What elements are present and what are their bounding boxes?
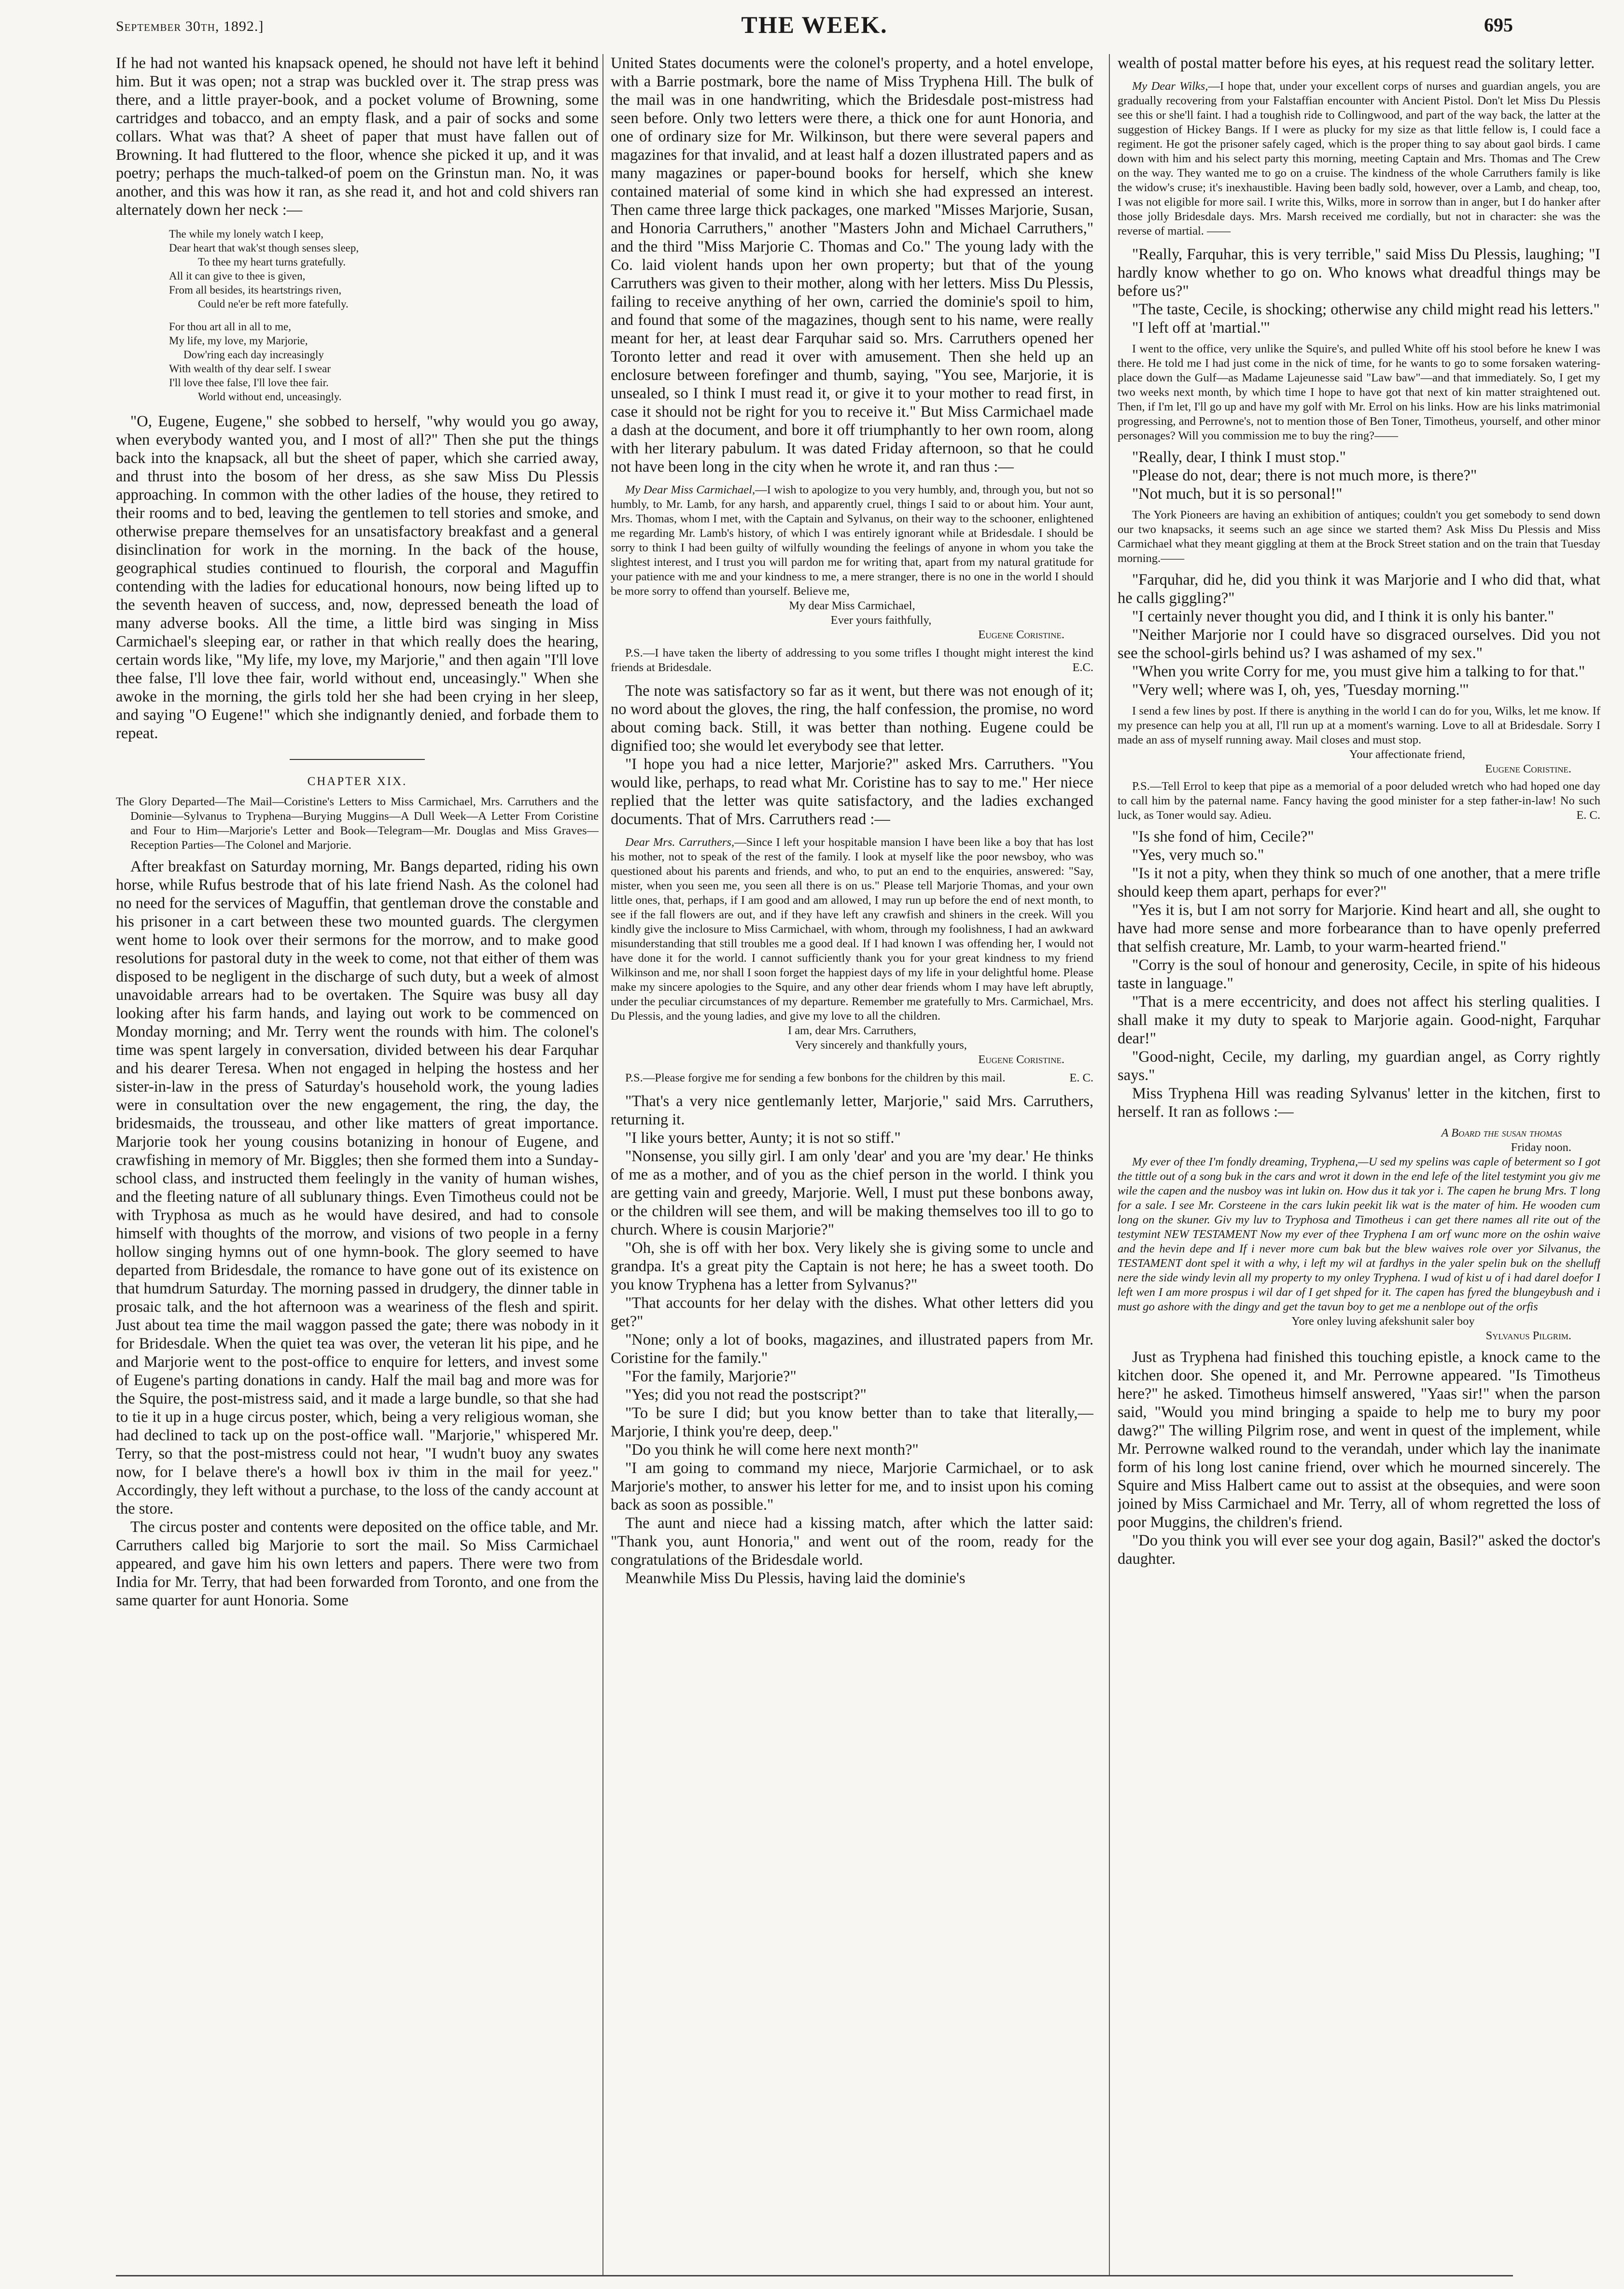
poem-stanza — [169, 320, 599, 404]
poem-line: Dow'ring each day increasingly — [183, 349, 324, 361]
bottom-rule — [116, 2275, 1513, 2276]
paragraph: "That accounts for her delay with the dishes. What other letters did you get?" — [611, 1294, 1093, 1330]
paragraph: "Not much, but it is so personal!" — [1132, 485, 1343, 503]
poem-line: My life, my love, my Marjorie, — [169, 335, 308, 347]
letter-salutation: My Dear Wilks, — [1132, 80, 1208, 93]
letter-signature: Sylvanus Pilgrim. — [1485, 1329, 1571, 1342]
paragraph: The aunt and niece had a kissing match, after which the latter said: "Thank you, aunt Honoria," and went out of the room, ready for the congratulations of the Bridesdale world. — [611, 1515, 1093, 1569]
paragraph: After breakfast on Saturday morning, Mr. Bangs departed, riding his own horse, while Rufus bestrode that of his late friend Nash. As the colonel had no need for the services of Maguffin, that gentleman drove the constable and his prisoner in a cart between these two mounted guards. The clergymen went home to look over their sermons for the morrow, and to make good resolutions for pastoral duty in the week to come, not that either of them was disposed to be negligent in the discharge of such duty, but a week of almost unavoidable arrears had to be overtaken. The Squire was busy all day looking after his farm hands, and laying out work to be commenced on Monday morning; and Mr. Terry went the rounds with him. The colonel's time was spent largely in conversation, divided between his dear Farquhar and his dearer Teresa. When not engaged in helping the hostess and her sister-in-law in the press of Saturday's household work, the young ladies were in consultation over the new engagement, the ring, the day, the bridesmaids, the trousseau, and other like matters of great importance. Marjorie took her young cousins botanizing in honour of Eugene, and crawfishing in memory of Mr. Biggles; then she formed them into a Sunday-school class, and instructed them feelingly in the vanity of human wishes, and the fleeting nature of all sublunary things. Even Timotheus could not be with Tryphosa as much as he would have desired, and had to console himself with thoughts of the morrow, and visions of two people in a ferny hollow singing hymns out of one hymn-book. The glory seemed to have departed from Bridesdale, the romance to have gone out of its existence on that humdrum Saturday. The morning passed in drudgery, the dinner table in prosaic talk, and the hot afternoon was a weariness of the flesh and spirit. Just about tea time the mail waggon passed the gate; there was nobody in it for Bridesdale. When the quiet tea was over, the veteran lit his pipe, and he and Marjorie went to the post-office to enquire for letters, and invest some of Eugene's parting donations in candy. Half the mail bag and more was for the Squire, the post-mistress said, and it made a large bundle, so that she had to tie it up in a huge circus poster, which, being a very religious woman, she had declined to tack up on the post-office wall. "Marjorie," whispered Mr. Terry, so that the post-mistress could not hear, "I wudn't buoy any swates now, for I belave there's a howll box iv thim in the mail for yeez." Accordingly, they left without a purchase, to the loss of the candy account at the store. — [116, 858, 599, 1517]
letter-place — [1118, 1126, 1600, 1140]
letter-to-mrs-carruthers — [611, 835, 1093, 1085]
poem-line: I'll love thee false, I'll love thee fair. — [169, 377, 329, 389]
postscript-initials: E. C. — [1069, 1071, 1093, 1084]
paragraph: "That is a mere eccentricity, and does not affect his sterling qualities. I shall make it my duty to speak to Marjorie again. Good-night, Farquhar dear!" — [1118, 993, 1600, 1047]
letter-continuation — [1118, 508, 1600, 566]
letter-signature: Eugene Coristine. — [1485, 762, 1571, 775]
issue-date: September 30th, 1892.] — [116, 18, 264, 34]
masthead-title: THE WEEK. — [741, 11, 888, 38]
paragraph: "Oh, she is off with her box. Very likely she is giving some to uncle and grandpa. It's a great pity the Captain is not here; he has a sweet tooth. Do you know Tryphena has a letter from Sylvanus?" — [611, 1239, 1093, 1293]
paragraph: "Do you think you will ever see your dog again, Basil?" asked the doctor's daughter. — [1118, 1532, 1600, 1568]
paragraph: If he had not wanted his knapsack opened, he should not have left it behind him. But it was open; not a strap was buckled over it. The strap press was there, and a little prayer-book, and a pocket volume of Browning, some cartridges and tobacco, and an empty flask, and a pair of socks and some collars. What was that? A sheet of paper that must have fallen out of Browning. It had fluttered to the floor, whence she picked it up, and it was poetry; perhaps the much-talked-of poem on the Grinstun man. No, it was another, and this was how it ran, as she read it, and hot and cold shivers ran alternately down her neck :— — [116, 55, 599, 219]
poem-line: All it can give to thee is given, — [169, 270, 306, 282]
letter-body — [1118, 79, 1600, 239]
letter-body — [611, 835, 1093, 1024]
paragraph: "Farquhar, did he, did you think it was Marjorie and I who did that, what he calls giggling?" — [1118, 571, 1600, 607]
paragraph: "I certainly never thought you did, and I think it is only his banter." — [1132, 608, 1554, 625]
letter-text: The York Pioneers are having an exhibition of antiques; couldn't you get somebody to send down our two knapsacks, it seems such an age since we started them? Ask Miss Du Plessis and Miss Carmichael what they meant giggling at them at the Brock Street station and on the train that Tuesday morning.—— — [1118, 508, 1600, 565]
paragraph: "Really, dear, I think I must stop." — [1132, 449, 1346, 466]
poem-stanza — [169, 227, 599, 311]
paragraph: "Is she fond of him, Cecile?" — [1132, 828, 1314, 845]
paragraph: The circus poster and contents were deposited on the office table, and Mr. Carruthers called big Marjorie to sort the mail. So Miss Carmichael appeared, and gave him his own letters and papers. There were two from India for Mr. Terry, that had been forwarded from Toronto, and one from the same quarter for aunt Honoria. Some — [116, 1518, 599, 1609]
letter-text: —Since I left your hospitable mansion I have been like a boy that has lost his mother, not to speak of the rest of the family. I look at myself like the poor newsboy, who was questioned about his parents and friends, and who, to put an end to the enquiries, answered: "Say, mister, when you seen me, you seen all there is on us." Please tell Marjorie Thomas, and your own little ones, that, perhaps, if I am good and am allowed, I may run up before the end of next month, to see if the fall flowers are out, and if they have left any crawfish and shiners in the creek. Will you kindly give the inclosure to Miss Carmichael, with whom, through my foolishness, I had an awkward misunderstanding that still troubles me a good deal. If I had known I was offending her, I would not have done it for the world. I cannot sufficiently thank you for your great kindness to my friend Wilkinson and me, nor shall I soon forget the happiest days of my life in your delightful home. Please make my sincere apologies to the Squire, and any other dear friends whom I may have left abruptly, under the peculiar circumstances of my departure. Remember me gratefully to Mrs. Carmichael, Mrs. Du Plessis, and the young ladies, and give my love to all the children. — [611, 836, 1093, 1023]
paragraph: "None; only a lot of books, magazines, and illustrated papers from Mr. Coristine for the family." — [611, 1331, 1093, 1367]
letter-to-wilks — [1118, 79, 1600, 239]
paragraph: Just as Tryphena had finished this touching epistle, a knock came to the kitchen door. She opened it, and Mr. Perrowne appeared. "Is Timotheus here?" he asked. Timotheus himself answered, "Yaas sir!" when the parson said, "Would you mind bringing a spaide to help me to bury my poor dawg?" The willing Pilgrim rose, and went in quest of the implement, while Mr. Perrowne walked round to the verandah, under which lay the inanimate form of his long lost canine friend, over which he mourned sincerely. The Squire and Miss Halbert came out to assist at the obsequies, and were soon joined by Miss Carmichael and Mr. Terry, all of whom regretted the loss of poor Muggins, the children's friend. — [1118, 1348, 1600, 1531]
letter-time: Friday noon. — [1511, 1141, 1571, 1154]
paragraph: "I hope you had a nice letter, Marjorie?" asked Mrs. Carruthers. "You would like, perhaps, to read what Mr. Coristine has to say to me." Her niece replied that the letter was quite satisfactory, and the ladies exchanged documents. That of Mrs. Carruthers read :— — [611, 756, 1093, 828]
column-divider — [602, 54, 603, 2275]
paragraph: "Good-night, Cecile, my darling, my guardian angel, as Corry rightly says." — [1118, 1048, 1600, 1084]
poem-line: To thee my heart turns gratefully. — [198, 256, 346, 268]
paragraph: "I like yours better, Aunty; it is not so stiff." — [625, 1129, 901, 1147]
letter-to-miss-carmichael — [611, 483, 1093, 675]
column-3 — [1118, 54, 1600, 2270]
letter-place-text: A Board the susan thomas — [1441, 1126, 1562, 1139]
poem-line: World without end, unceasingly. — [198, 391, 342, 403]
poem-line: The while my lonely watch I keep, — [169, 228, 323, 240]
paragraph: "Neither Marjorie nor I could have so disgraced ourselves. Did you not see the school-girls behind us? I was ashamed of my sex." — [1118, 626, 1600, 662]
paragraph: Miss Tryphena Hill was reading Sylvanus' letter in the kitchen, first to herself. It ran as follows :— — [1118, 1085, 1600, 1121]
letter-text: —I hope that, under your excellent corps of nurses and guardian angels, you are gradually recovering from your Falstaffian encounter with Ancient Pistol. Don't let Miss Du Plessis see this or she'll faint. I had a toughish ride to Collingwood, and part of the way back, the latter at the suggestion of Hickey Bangs. If I were as plucky for my size as that little fellow is, I could face a regiment. He got the prisoner safely caged, which is the proper thing to say about gaol birds. I came down with him and his select party this morning, meeting Captain and Mrs. Thomas and The Crew on the way. They wanted me to go on a cruise. The kindness of the whole Carruthers family is like the widow's cruse; it's inexhaustible. Having been badly sold, however, over a Lamb, and cheap, too, I was not eligible for more sail. I write this, Wilks, more in sorrow than in anger, but I do hanker after those jolly Bridesdale days. Mrs. Marsh received me cordially, but not in character: she was the reverse of martial. —— — [1118, 80, 1600, 238]
paragraph: "Yes; did you not read the postscript?" — [625, 1386, 867, 1404]
letter-closing: Your affectionate friend, — [1349, 748, 1465, 761]
paragraph: "Nonsense, you silly girl. I am only 'dear' and you are 'my dear.' He thinks of me as a mother, and of you as the chief person in the world. I think you are getting vain and greedy, Marjorie. Well, I must put these bonbons away, or the children will see them, and will be making themselves too ill to go to church. Where is cousin Marjorie?" — [611, 1148, 1093, 1238]
paragraph: "Please do not, dear; there is not much more, is there?" — [1132, 467, 1477, 484]
letter-postscript — [611, 646, 1093, 675]
chapter-synopsis: The Glory Departed—The Mail—Coristine's Letters to Miss Carmichael, Mrs. Carruthers and the Dominie—Sylvanus to Tryphena—Burying Muggins—A Dull Week—A Letter From Coristine and Four to Him—Marjorie's Letter and Book—Telegram—Mr. Douglas and Miss Graves—Reception Parties—The Colonel and Marjorie. — [116, 795, 599, 852]
poem-line: With wealth of thy dear self. I swear — [169, 363, 331, 375]
paragraph: wealth of postal matter before his eyes, at his request read the solitary letter. — [1118, 55, 1595, 72]
postscript-text: P.S.—Please forgive me for sending a few bonbons for the children by this mail. — [625, 1071, 1006, 1084]
letter-continuation — [1118, 704, 1600, 823]
letter-postscript — [611, 1071, 1093, 1085]
letter-salutation: Dear Mrs. Carruthers, — [625, 836, 735, 849]
paragraph: United States documents were the colonel's property, and a hotel envelope, with a Barrie postmark, bore the name of Miss Tryphena Hill. The bulk of the mail was in one handwriting, which the Bridesdale post-mistress had seen before. Only two letters were there, a thick one for aunt Honoria, and one of ordinary size for Mr. Wilkinson, but there were several papers and magazines for that invalid, and at least half a dozen illustrated papers and as many magazines or paper-bound books for herself, which she knew contained material of some kind in which she had expressed an interest. Then came three large thick packages, one marked "Misses Marjorie, Susan, and Honoria Carruthers," another "Masters John and Michael Carruthers," and the third "Miss Marjorie C. Thomas and Co." The young lady with the Co. laid violent hands upon her own property; but that of the young Carruthers was given to their mother, along with her letters. Miss Du Plessis, failing to receive anything of her own, carried the dominie's spoil to him, and found that some of the magazines, though sent to his name, were really meant for her, at least dear Farquhar said so. Mrs. Carruthers opened her Toronto letter and read it over with amusement. Then she held up an enclosure between forefinger and thumb, saying, "You see, Marjorie, it is unsealed, so I think I must read it, or give it to your mother to read first, in case it should not be right for you to receive it." But Miss Carmichael made a dash at the document, and bore it off triumphantly to her own room, along with her literary pabulum. It was dated Friday afternoon, so that he could not have been long in the city when he wrote it, and ran thus :— — [611, 55, 1093, 476]
paragraph: "Is it not a pity, when they think so much of one another, that a mere trifle should keep them apart, perhaps for ever?" — [1118, 865, 1600, 900]
poem-line: Dear heart that wak'st though senses sleep, — [169, 242, 359, 254]
letter-closing: Yore onley luving afekshunit saler boy — [1291, 1315, 1475, 1328]
paragraph: "The taste, Cecile, is shocking; otherwise any child might read his letters." — [1132, 301, 1600, 318]
paragraph: "Really, Farquhar, this is very terrible," said Miss Du Plessis, laughing; "I hardly know whether to go on. Who knows what dreadful things may be before us?" — [1118, 246, 1600, 300]
letter-closing: Ever yours faithfully, — [830, 614, 932, 627]
paragraph: "To be sure I did; but you know better than to take that literally,—Marjorie, I think you're deep, deep." — [611, 1404, 1093, 1440]
paragraph: "O, Eugene, Eugene," she sobbed to herself, "why would you go away, when everybody wanted you, and I most of all?" Then she put the things back into the knapsack, all but the sheet of paper, which she carried away, and thrust into the bosom of her dress, as she saw Miss Du Plessis approaching. In common with the other ladies of the house, they retired to their rooms and to bed, leaving the gentlemen to tell stories and smoke, and otherwise prepare themselves for an unsatisfactory breakfast and a general disinclination for work in the morning. In the back of the house, geographical studies continued to flourish, the corporal and Maguffin contending with the ladies for educational honours, now being lifted up to the seventh heaven of success, and, now, depressed beneath the load of many adverse books. All the time, a little bird was singing in Miss Carmichael's sleeping ear, or rather in that which really does the hearing, certain words like, "My life, my love, my Marjorie," and then again "I'll love thee false, I'll love thee fair, world without end, unceasingly." When she awoke in the morning, the girls told her she had been crying in her sleep, and saying "O Eugene!" which she indignantly denied, and forbade them to repeat. — [116, 413, 599, 742]
letter-continuation — [1118, 342, 1600, 443]
paragraph: "For the family, Marjorie?" — [625, 1368, 797, 1385]
paragraph: "Do you think he will come here next month?" — [625, 1441, 919, 1459]
postscript-text: P.S.—I have taken the liberty of addressing to you some trifles I thought might interest the kind friends at Bridesdale. — [611, 646, 1093, 674]
paragraph: "Yes, very much so." — [1132, 846, 1264, 864]
paragraph: "Corry is the soul of honour and generosity, Cecile, in spite of his hideous taste in language." — [1118, 956, 1600, 992]
page-header — [116, 11, 1513, 44]
letter-text: My ever of thee I'm fondly dreaming, Tryphena,—U sed my spelins was caple of beterment so I got the tittle out of a song buk in the cars and wrot it down in the end lefe of the litel testymint you giv me wile the capen and the nusboy was int lukin on. How dus it tak yor i. The capen he brung Mrs. T long for a sale. I see Mr. Corsteene in the cars lukin peekit lik wat is the mater of him. He wooden cum long on the skuner. Giv my luv to Tryphosa and Timotheus i can get there names all rite out of the testymint NEW TESTAMENT Now my ever of thee Tryphena I am orf wunc more on the oshin waive and the hevin depe and If i never more cum bak but the blew waives role over yor Silvanus, the TESTAMENT dont spel it with a why, i left my wil at fardhys in the yaler spelin buk on the shelluff nere the side windy levin all my property to my onley Tryphena. I wud of kist u of i had darel doefor I left wen I am more prospus i wil dar of I get shped for it. The capen has fyred the blungeybush and i must go ashore with the dingy and get the tavun boy to get me a nenblope out of the orfis — [1118, 1155, 1600, 1313]
letter-closing: I am, dear Mrs. Carruthers, — [787, 1024, 916, 1037]
column-divider — [1109, 54, 1110, 2275]
postscript-initials: E. C. — [1576, 809, 1600, 822]
column-2 — [611, 54, 1093, 2270]
letter-signature: Eugene Coristine. — [978, 628, 1064, 641]
paragraph: The note was satisfactory so far as it went, but there was not enough of it; no word about the gloves, the ring, the half confession, the promise, no word about coming back. Still, it was better than nothing. Eugene could be dignified too; she would let everybody see that letter. — [611, 682, 1093, 755]
chapter-heading: CHAPTER XIX. — [307, 775, 407, 788]
paragraph: "When you write Corry for me, you must give him a talking to for that." — [1132, 663, 1585, 680]
paragraph: "Yes it is, but I am not sorry for Marjorie. Kind heart and all, she ought to have had more sense and more forbearance than to have openly preferred that selfish creature, Mr. Lamb, to your warm-hearted friend." — [1118, 901, 1600, 955]
letter-text: I send a few lines by post. If there is anything in the world I can do for you, Wilks, let me know. If my presence can help you at all, I'll run up at a moment's warning. Love to all at Bridesdale. Sorry I made an ass of myself running away. Mail closes and must stop. — [1118, 704, 1600, 746]
poem — [169, 227, 599, 404]
postscript-initials: E.C. — [1072, 661, 1093, 674]
paragraph: "That's a very nice gentlemanly letter, Marjorie," said Mrs. Carruthers, returning it. — [611, 1093, 1093, 1128]
poem-line: For thou art all in all to me, — [169, 321, 291, 333]
letter-signature: Eugene Coristine. — [978, 1053, 1064, 1066]
letter-closing: My dear Miss Carmichael, — [789, 599, 915, 612]
poem-line: From all besides, its heartstrings riven, — [169, 284, 342, 296]
column-1 — [116, 54, 599, 2270]
page-number: 695 — [1484, 14, 1513, 36]
letter-postscript — [1118, 779, 1600, 823]
paragraph: "Very well; where was I, oh, yes, 'Tuesday morning.'" — [1132, 681, 1469, 699]
paragraph: "I left off at 'martial.'" — [1132, 319, 1270, 337]
letter-text: I went to the office, very unlike the Squire's, and pulled White off his stool before he knew I was there. He told me I had just come in the nick of time, for he wants to go to some forsaken watering-place down the Gulf—as Madame Lajeunesse said "Law baw"—and that immediately. So, I get my two weeks next month, by which time I hope to have got that next of kin matter straightened out. Then, if I'm let, I'll go up and have my golf with Mr. Errol on his links. How are his links matrimonial progressing, and Perrowne's, not to mention those of Ben Toner, Timotheus, yourself, and other minor personages? Will you commission me to buy the ring?—— — [1118, 342, 1600, 442]
paragraph: Meanwhile Miss Du Plessis, having laid the dominie's — [625, 1570, 966, 1587]
paragraph: "I am going to command my niece, Marjorie Carmichael, or to ask Marjorie's mother, to answer his letter for me, and to insist upon his coming back as soon as possible." — [611, 1460, 1093, 1514]
postscript-text: P.S.—Tell Errol to keep that pipe as a memorial of a poor deluded wretch who had hoped one day to call him by the paternal name. Fancy having the good minister for a step father-in-law! No such luck, as Toner would say. Adieu. — [1118, 780, 1600, 822]
letter-body — [611, 483, 1093, 599]
sylvanus-letter — [1118, 1126, 1600, 1343]
letter-salutation: My Dear Miss Carmichael, — [625, 483, 756, 496]
letter-text: —I wish to apologize to you very humbly, and, through you, but not so humbly, to Mr. Lamb, for any harsh, and apparently cruel, things I said to or about him. Your aunt, Mrs. Thomas, whom I met, with the Captain and Sylvanus, on their way to the schooner, enlightened me regarding Mr. Lamb's history, of which I was entirely ignorant while at Bridesdale. I should be sorry to think I had been guilty of wilfully wounding the feelings of anyone in whom you take the slightest interest, and I trust you will pardon me for writing that, apart from my natural gratitude for your patience with me and your kindness to me, a mere stranger, there is no one in the world I should be more sorry to offend than yourself. Believe me, — [611, 483, 1093, 598]
letter-closing: Very sincerely and thankfully yours, — [795, 1039, 967, 1052]
poem-line: Could ne'er be reft more fatefully. — [198, 298, 349, 310]
section-rule — [290, 759, 425, 760]
